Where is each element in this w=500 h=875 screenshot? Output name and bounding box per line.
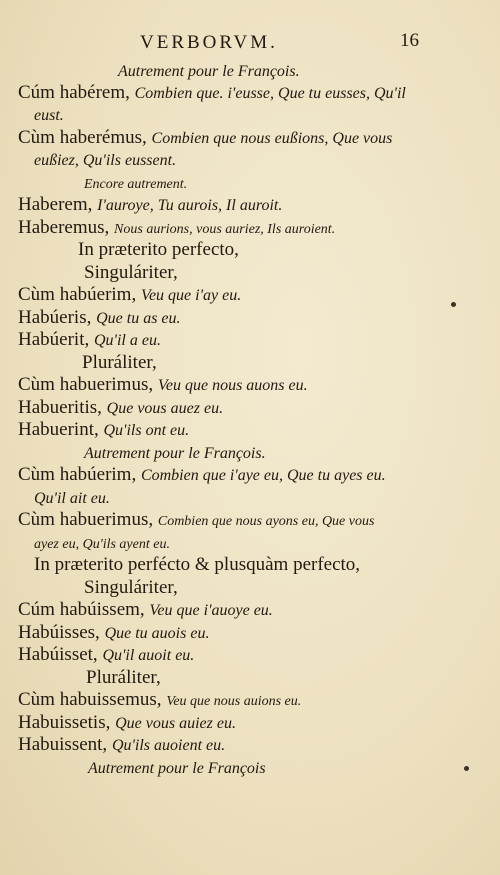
line-latin: Habuerint, bbox=[18, 419, 99, 440]
text-line bbox=[34, 487, 110, 509]
line-italic: Qu'il a eu. bbox=[93, 332, 161, 349]
text-line bbox=[88, 757, 266, 779]
line-latin: Habúisset, bbox=[18, 644, 98, 665]
text-line bbox=[84, 442, 266, 464]
line-latin: Singuláriter, bbox=[84, 577, 178, 598]
line-italic: Que tu as eu. bbox=[96, 310, 181, 327]
text-line bbox=[18, 217, 335, 239]
text-line bbox=[18, 689, 301, 711]
text-line bbox=[18, 374, 308, 396]
text-line bbox=[18, 509, 374, 531]
page-header bbox=[0, 30, 500, 60]
line-italic: Que tu auois eu. bbox=[104, 625, 210, 642]
line-latin: Cùm habuerimus, bbox=[18, 374, 154, 395]
text-line bbox=[18, 712, 236, 734]
running-head: VERBORVM. bbox=[140, 32, 278, 53]
text-line bbox=[18, 599, 273, 621]
line-italic: Veu que nous auions eu. bbox=[166, 694, 302, 709]
line-latin: Habuissent, bbox=[18, 734, 108, 755]
line-latin: Cúm habúissem, bbox=[18, 599, 145, 620]
line-italic: Que vous auez eu. bbox=[106, 400, 224, 417]
text-line bbox=[18, 419, 189, 441]
line-italic: Que vous auiez eu. bbox=[115, 715, 236, 732]
line-latin: Cùm habúerim, bbox=[18, 464, 137, 485]
text-line bbox=[34, 149, 176, 171]
line-italic: Combien que. i'eusse, Que tu eusses, Qu'il bbox=[134, 85, 406, 102]
text-line bbox=[18, 464, 386, 486]
text-line bbox=[18, 127, 392, 149]
ink-speck bbox=[464, 766, 469, 771]
line-latin: Haberem, bbox=[18, 194, 93, 215]
line-latin: Cùm habuissemus, bbox=[18, 689, 162, 710]
text-line bbox=[34, 104, 64, 126]
line-italic: Nous aurions, vous auriez, Ils auroient. bbox=[114, 222, 336, 237]
line-latin: In præterito perfecto, bbox=[78, 239, 239, 260]
text-line bbox=[82, 352, 157, 374]
page-number: 16 bbox=[400, 30, 419, 51]
line-italic: Veu que nous auons eu. bbox=[157, 377, 308, 394]
text-line bbox=[18, 284, 241, 306]
line-latin: Habúeris, bbox=[18, 307, 92, 328]
text-line bbox=[18, 397, 223, 419]
text-line bbox=[18, 194, 282, 216]
line-latin: Habuissetis, bbox=[18, 712, 111, 733]
text-line bbox=[84, 577, 178, 599]
line-italic: ayez eu, Qu'ils ayent eu. bbox=[34, 537, 170, 552]
text-line bbox=[18, 622, 209, 644]
text-line bbox=[18, 329, 161, 351]
line-latin: Habúerit, bbox=[18, 329, 90, 350]
ink-speck bbox=[451, 302, 456, 307]
line-latin: Habúisses, bbox=[18, 622, 100, 643]
line-italic: Combien que nous ayons eu, Que vous bbox=[157, 514, 375, 529]
line-latin: Cúm habérem, bbox=[18, 82, 130, 103]
line-italic: I'auroye, Tu aurois, Il auroit. bbox=[97, 197, 283, 214]
line-italic: Qu'ils auoient eu. bbox=[111, 737, 226, 754]
text-line bbox=[86, 667, 161, 689]
line-italic: Veu que i'auoye eu. bbox=[149, 602, 273, 619]
line-latin: Haberemus, bbox=[18, 217, 110, 238]
line-italic: Autrement pour le François bbox=[88, 760, 266, 777]
text-line bbox=[78, 239, 239, 261]
line-latin: Cùm habúerim, bbox=[18, 284, 137, 305]
line-latin: Pluráliter, bbox=[82, 352, 157, 373]
line-italic: Veu que i'ay eu. bbox=[140, 287, 242, 304]
line-latin: Cùm habuerimus, bbox=[18, 509, 154, 530]
text-line bbox=[18, 644, 194, 666]
line-latin: Cùm haberémus, bbox=[18, 127, 147, 148]
line-italic: Qu'ils ont eu. bbox=[103, 422, 190, 439]
text-line bbox=[84, 262, 178, 284]
line-italic: eust. bbox=[34, 107, 64, 124]
text-line bbox=[84, 172, 187, 194]
line-italic: Qu'il ait eu. bbox=[34, 490, 110, 507]
line-latin: Habueritis, bbox=[18, 397, 102, 418]
line-latin: Singuláriter, bbox=[84, 262, 178, 283]
text-line bbox=[18, 82, 406, 104]
line-italic: eußiez, Qu'ils eussent. bbox=[34, 152, 177, 169]
text-line bbox=[34, 554, 360, 576]
text-line bbox=[18, 734, 225, 756]
text-line bbox=[118, 60, 300, 82]
text-line bbox=[34, 532, 170, 554]
line-italic: Encore autrement. bbox=[84, 177, 188, 192]
line-latin: Pluráliter, bbox=[86, 667, 161, 688]
line-latin: In præterito perfécto & plusquàm perfecto, bbox=[34, 554, 361, 575]
line-italic: Combien que i'aye eu, Que tu ayes eu. bbox=[140, 467, 386, 484]
text-line bbox=[18, 307, 181, 329]
line-italic: Autrement pour le François. bbox=[84, 445, 266, 462]
line-italic: Qu'il auoit eu. bbox=[102, 647, 195, 664]
line-italic: Autrement pour le François. bbox=[118, 63, 300, 80]
line-italic: Combien que nous eußions, Que vous bbox=[151, 130, 393, 147]
